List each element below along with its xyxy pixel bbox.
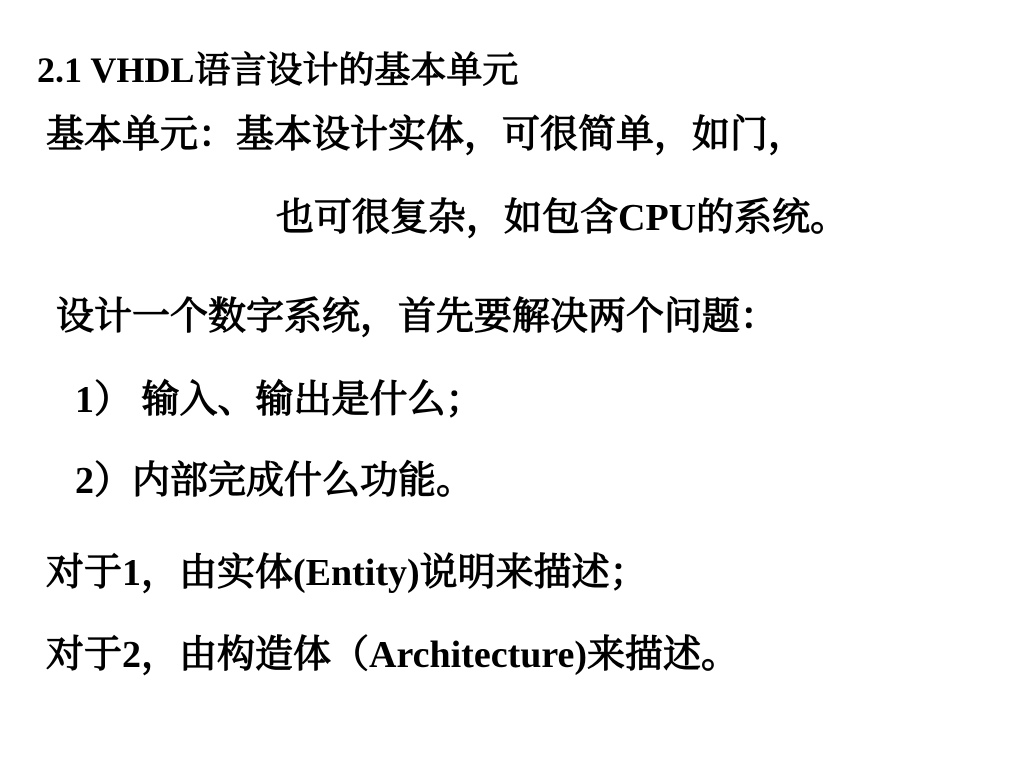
design-intro-text: 设计一个数字系统，首先要解决两个问题： bbox=[56, 296, 779, 338]
answer-architecture-text: 对于2，由构造体（Architecture)来描述。 bbox=[46, 634, 740, 676]
slide-title: 2.1 VHDL语言设计的基本单元 bbox=[37, 50, 519, 90]
answer-entity-text: 对于1，由实体(Entity)说明来描述； bbox=[46, 552, 648, 594]
question-item-2: 2）内部完成什么功能。 bbox=[75, 460, 475, 502]
question-item-1: 1） 输入、输出是什么； bbox=[75, 379, 484, 421]
basic-unit-text-line-1: 基本单元：基本设计实体，可很简单，如门， bbox=[46, 114, 807, 156]
basic-unit-text-line-2: 也可很复杂，如包含CPU的系统。 bbox=[276, 197, 849, 239]
